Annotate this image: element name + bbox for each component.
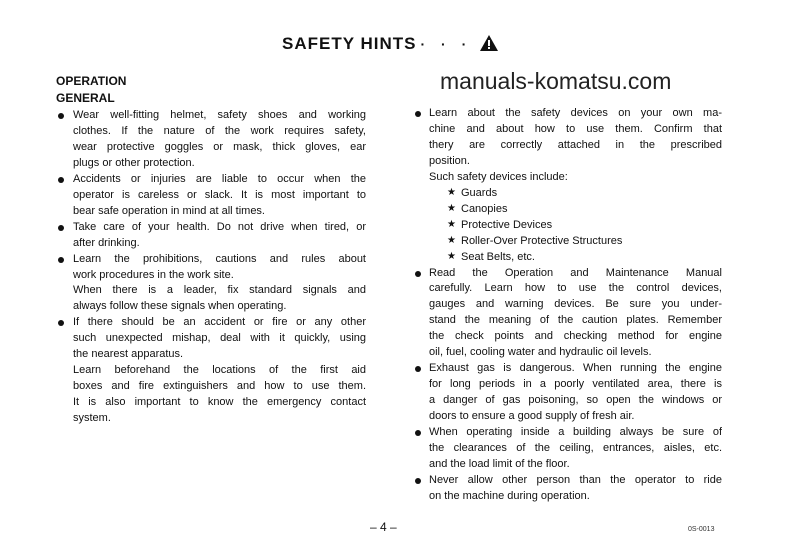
subsection-heading: GENERAL — [56, 91, 115, 105]
device-list-item: Guards — [461, 186, 498, 199]
text-line: Exhaust gas is dangerous. When running the engine — [429, 362, 722, 375]
text-line: If there should be an accident or fire or any other — [73, 316, 366, 329]
page-title — [282, 34, 498, 56]
watermark: manuals-komatsu.com — [440, 68, 672, 94]
device-list-item: Protective Devices — [461, 218, 553, 231]
text-line: boxes and fire extinguishers and how to use them. — [73, 380, 366, 393]
text-line: Learn the prohibitions, cautions and rules about — [73, 252, 366, 265]
bullet-icon — [58, 320, 64, 326]
text-line: thery are correctly attached in the prescribed — [429, 138, 722, 151]
device-list-item: Seat Belts, etc. — [461, 250, 535, 263]
star-icon: ★ — [447, 234, 456, 246]
text-line: doors to ensure a good supply of fresh air. — [429, 410, 635, 423]
bullet-icon — [415, 111, 421, 117]
text-line: Take care of your health. Do not drive when tired, or — [73, 220, 366, 233]
text-line: plugs or other protection. — [73, 156, 195, 169]
text-line: the check points and checking method for engine — [429, 330, 722, 343]
device-list-item: Roller-Over Protective Structures — [461, 234, 623, 247]
text-line: on the machine during operation. — [429, 489, 590, 502]
bullet-icon — [58, 177, 64, 183]
bullet-icon — [58, 113, 64, 119]
text-line: Wear well-fitting helmet, safety shoes and working — [73, 109, 366, 121]
text-line: Accidents or injuries are liable to occur when the — [73, 172, 366, 185]
bullet-icon — [58, 225, 64, 231]
text-line: such unexpected mishap, deal with it quickly, using — [73, 332, 366, 345]
text-line: operator is careless or slack. It is most important to — [73, 188, 366, 201]
bullet-icon — [415, 430, 421, 436]
text-line: Never allow other person than the operator to ride — [429, 473, 722, 486]
text-line: for long periods in a poorly ventilated area, there is — [429, 378, 722, 391]
text-line: oil, fuel, cooling water and hydraulic oil levels. — [429, 346, 652, 359]
text-line: the nearest apparatus. — [73, 348, 184, 361]
text-line: When operating inside a building always be sure of — [429, 426, 722, 438]
text-line: When there is a leader, fix standard signals and — [73, 284, 366, 297]
star-icon: ★ — [447, 202, 456, 214]
page-code: 0S-0013 — [688, 526, 715, 533]
title-dots: · · · — [420, 36, 473, 52]
text-line: Such safety devices include: — [429, 170, 568, 183]
bullet-icon — [415, 478, 421, 484]
text-line: always follow these signals when operating. — [73, 300, 287, 313]
text-line: position. — [429, 154, 470, 167]
bullet-icon — [58, 257, 64, 263]
text-line: clothes. If the nature of the work requires safety, — [73, 124, 366, 137]
star-icon: ★ — [447, 218, 456, 230]
text-line: Learn beforehand the locations of the first aid — [73, 364, 366, 377]
title-text: SAFETY HINTS — [282, 34, 417, 53]
device-list-item: Canopies — [461, 202, 508, 215]
bullet-icon — [415, 271, 421, 277]
page-number: – 4 – — [370, 520, 397, 534]
text-line: wear protective goggles or mask, thick gloves, ear — [73, 140, 366, 153]
text-line: a danger of gas poisoning, so open the windows or — [429, 394, 722, 407]
text-line: carefully. Learn how to use the control devices, — [429, 282, 722, 295]
star-icon: ★ — [447, 186, 456, 198]
text-line: Read the Operation and Maintenance Manual — [429, 266, 722, 279]
text-line: work procedures in the work site. — [73, 268, 234, 281]
text-line: chine and about how to use them. Confirm that — [429, 122, 722, 135]
text-line: system. — [73, 412, 111, 425]
text-line: Learn about the safety devices on your own ma- — [429, 107, 722, 119]
text-line: stand the meaning of the caution plates. Remember — [429, 314, 722, 327]
text-line: and the load limit of the floor. — [429, 457, 570, 470]
text-line: gauges and warning devices. Be sure you under- — [429, 298, 722, 311]
text-line: the clearances of the ceiling, entrances, aisles, etc. — [429, 441, 722, 454]
warning-triangle-icon — [480, 35, 498, 56]
text-line: It is also important to know the emergency contact — [73, 396, 366, 409]
section-heading: OPERATION — [56, 74, 127, 88]
text-line: after drinking. — [73, 236, 140, 249]
bullet-icon — [415, 366, 421, 372]
star-icon: ★ — [447, 250, 456, 262]
text-line: bear safe operation in mind at all times. — [73, 204, 265, 217]
